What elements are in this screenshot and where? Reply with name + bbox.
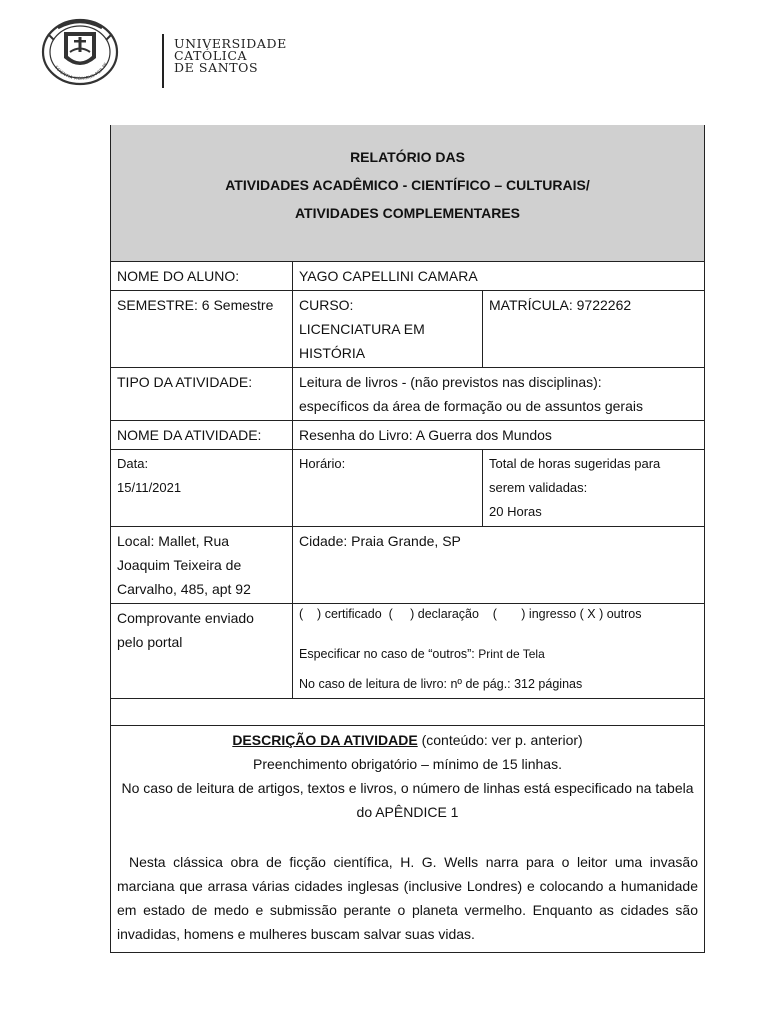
university-name — [174, 38, 287, 74]
date-value: 15/11/2021 — [117, 480, 182, 495]
description-body-text: Nesta clássica obra de ficção científica, H. G. Wells narra para o leitor uma invasão marciana que arrasa várias cidades inglesas (inclusive Londres) e colocando a humanidade em estado de medo e submissão perante o planeta vermelho. Enquanto as cidades são invadidas, homens e mulheres buscam salvar suas vidas. — [117, 854, 698, 942]
proof-label — [111, 604, 293, 699]
semester-field: SEMESTRE: 6 Semestre — [111, 291, 293, 368]
university-name-line-2: CATÓLICA — [174, 48, 248, 63]
activity-type-value — [293, 368, 705, 421]
description-required-note: Preenchimento obrigatório – mínimo de 15 linhas. — [253, 756, 562, 772]
hours-label-line-2: serem validadas: — [489, 480, 588, 495]
city-field: Cidade: Praia Grande, SP — [293, 527, 705, 604]
proof-options: ( ) certificado ( ) declaração ( ) ingresso ( X ) outros — [299, 607, 642, 621]
report-title-line-1: RELATÓRIO DAS — [350, 149, 465, 165]
activity-type-label: TIPO DA ATIVIDADE: — [111, 368, 293, 421]
university-seal-icon — [40, 18, 120, 86]
university-name-line-1: UNIVERSIDADE — [174, 36, 287, 51]
university-logo — [40, 18, 287, 86]
seal-motto: SCIENTIA MORIBUS PER PE — [53, 61, 109, 81]
course-value-line-2: HISTÓRIA — [299, 345, 366, 361]
report-title — [111, 125, 705, 262]
proof-specify-value: Print de Tela — [478, 647, 545, 661]
activity-description — [111, 726, 705, 953]
date-label: Data: — [117, 456, 149, 471]
report-title-line-3: ATIVIDADES COMPLEMENTARES — [294, 205, 521, 221]
location-line-2: Joaquim Teixeira de — [117, 557, 242, 573]
location-field — [111, 527, 293, 604]
activity-type-line-1: Leitura de livros - (não previstos nas disciplinas): — [299, 374, 602, 390]
proof-details — [293, 604, 705, 699]
hours-label-line-1: Total de horas sugeridas para — [489, 456, 661, 471]
activity-name-label: NOME DA ATIVIDADE: — [111, 421, 293, 450]
registration-field: MATRÍCULA: 9722262 — [483, 291, 705, 368]
description-heading: DESCRIÇÃO DA ATIVIDADE — [232, 732, 418, 748]
course-value-line-1: LICENCIATURA EM — [299, 321, 425, 337]
proof-specify-label: Especificar no caso de “outros”: — [299, 647, 475, 661]
student-name-value: YAGO CAPELLINI CAMARA — [293, 262, 705, 291]
spacer-row — [111, 699, 705, 726]
student-name-label: NOME DO ALUNO: — [111, 262, 293, 291]
description-heading-note: (conteúdo: ver p. anterior) — [421, 732, 583, 748]
report-title-line-2: ATIVIDADES ACADÊMICO - CIENTÍFICO – CULTURAIS/ — [225, 177, 590, 193]
activity-name-value: Resenha do Livro: A Guerra dos Mundos — [293, 421, 705, 450]
time-field: Horário: — [293, 450, 483, 527]
description-instructions: No caso de leitura de artigos, textos e livros, o número de linhas está especificado na tabela do APÊNDICE 1 — [121, 780, 694, 820]
hours-field — [483, 450, 705, 527]
hours-value: 20 Horas — [489, 504, 542, 519]
proof-label-line-1: Comprovante enviado — [117, 610, 254, 626]
date-field — [111, 450, 293, 527]
proof-specify — [299, 642, 698, 666]
activity-report-form — [110, 125, 705, 953]
proof-pages: No caso de leitura de livro: nº de pág.: 312 páginas — [299, 677, 583, 691]
logo-divider — [162, 34, 164, 88]
course-label: CURSO: — [299, 297, 354, 313]
proof-label-line-2: pelo portal — [117, 634, 183, 650]
course-field — [293, 291, 483, 368]
description-body — [117, 850, 698, 950]
activity-type-line-2: específicos da área de formação ou de assuntos gerais — [299, 398, 643, 414]
location-line-1: Local: Mallet, Rua — [117, 533, 230, 549]
university-name-line-3: DE SANTOS — [174, 60, 259, 75]
description-heading-line — [117, 728, 698, 752]
location-line-3: Carvalho, 485, apt 92 — [117, 581, 251, 597]
